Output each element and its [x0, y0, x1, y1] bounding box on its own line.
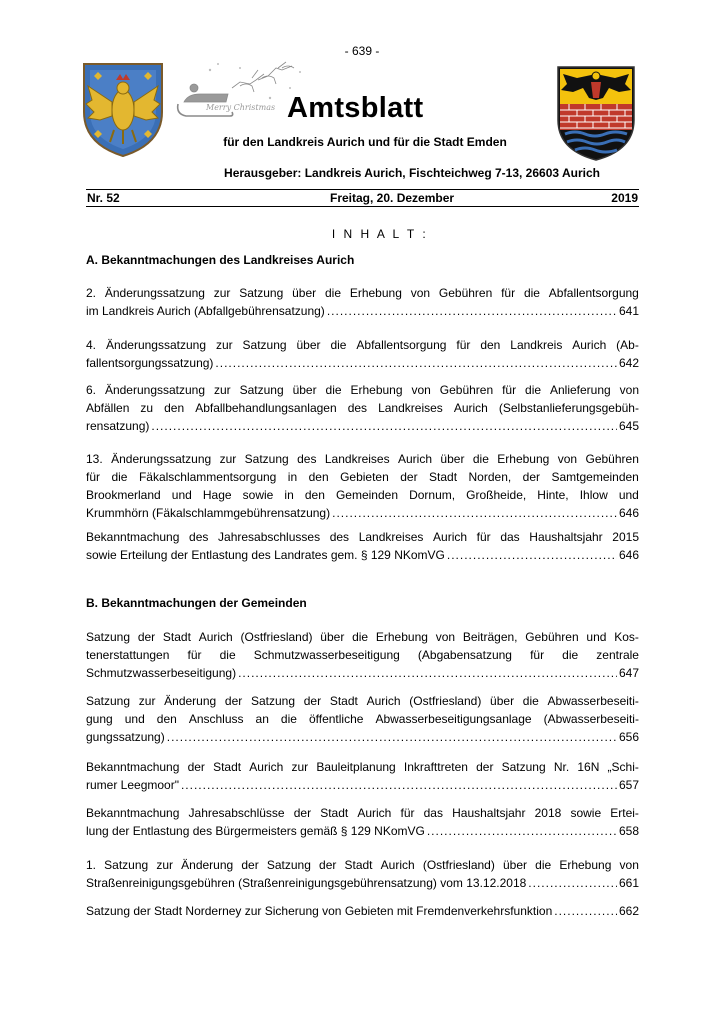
toc-page-number: 646: [618, 506, 639, 520]
toc-entry-text-line: Bekanntmachung des Jahresabschlusses des Landkreises Aurich für das Haushaltsjahr 2015: [86, 530, 639, 544]
toc-entry-text-line: 1. Satzung zur Änderung der Satzung der Stadt Aurich (Ostfriesland) über die Erhebung von: [86, 858, 639, 872]
toc-entry-text-line: 2. Änderungssatzung zur Satzung über die Erhebung von Gebühren für die Abfallentsorgung: [86, 286, 639, 300]
dot-leader: [238, 664, 617, 682]
toc-page-number: 645: [618, 419, 639, 433]
toc-entry[interactable]: [86, 336, 639, 372]
masthead-title: Amtsblatt: [287, 92, 424, 124]
dot-leader: [554, 902, 617, 920]
toc-entry[interactable]: [86, 628, 639, 682]
toc-entry[interactable]: [86, 284, 639, 320]
toc-entry-title-end: fallentsorgungssatzung): [86, 356, 214, 370]
publisher-line: Herausgeber: Landkreis Aurich, Fischteichweg 7-13, 26603 Aurich: [224, 166, 600, 180]
toc-entry-text-line: Satzung der Stadt Aurich (Ostfriesland) über die Erhebung von Beiträgen, Gebühren und Kos-: [86, 630, 639, 644]
toc-page-number: 656: [618, 730, 639, 744]
toc-entry[interactable]: [86, 381, 639, 435]
toc-entry[interactable]: [86, 804, 639, 840]
toc-entry-title-end: Satzung der Stadt Norderney zur Sicherung von Gebieten mit Fremdenverkehrsfunktion: [86, 904, 553, 918]
toc-entry-text-line: 6. Änderungssatzung zur Satzung über die Erhebung von Gebühren für die Anlieferung von: [86, 383, 639, 397]
toc-entry[interactable]: [86, 528, 639, 564]
merry-christmas-text: Merry Christmas: [206, 103, 276, 112]
toc-entry-text-line: Satzung zur Änderung der Satzung der Stadt Aurich (Ostfriesland) über die Abwasserbeseiti-: [86, 694, 639, 708]
toc-entry-text-line: Bekanntmachung der Stadt Aurich zur Bauleitplanung Inkrafttreten der Satzung Nr. 16N „Schi-: [86, 760, 639, 774]
toc-page-number: 647: [618, 666, 639, 680]
toc-page-number: 662: [618, 904, 639, 918]
toc-entry[interactable]: [86, 692, 639, 746]
toc-entry-title-end: Straßenreinigungsgebühren (Straßenreinigungsgebührensatzung) vom 13.12.2018: [86, 876, 527, 890]
toc-entry-title-end: rumer Leegmoor": [86, 778, 179, 792]
issue-year: 2019: [611, 191, 638, 205]
toc-entry[interactable]: [86, 758, 639, 794]
toc-entry-text-line: 13. Änderungssatzung zur Satzung des Landkreises Aurich über die Erhebung von Gebühren: [86, 452, 639, 466]
issue-date: Freitag, 20. Dezember: [330, 191, 455, 205]
dot-leader: [427, 822, 617, 840]
toc-entry[interactable]: [86, 902, 639, 920]
section-heading: B. Bekanntmachungen der Gemeinden: [86, 596, 307, 610]
toc-entry-text-line: tenerstattungen für die Schmutzwasserbeseitigung (Abgabensatzung für die zentrale: [86, 648, 639, 662]
toc-entry-text-line: Bekanntmachung Jahresabschlüsse der Stadt Aurich für das Haushaltsjahr 2018 sowie Ertei-: [86, 806, 639, 820]
toc-entry-text-line: 4. Änderungssatzung zur Satzung über die Abfallentsorgung für den Landkreis Aurich (Ab-: [86, 338, 639, 352]
toc-heading: I N H A L T :: [331, 227, 429, 241]
dot-leader: [151, 417, 617, 435]
toc-entry-text-line: gung und den Anschluss an die öffentliche Abwasserbeseitigungsanlage (Abwasserbeseiti-: [86, 712, 639, 726]
masthead-subtitle: für den Landkreis Aurich und für die Stadt Emden: [223, 135, 507, 149]
toc-entry-title-end: lung der Entlastung des Bürgermeisters gemäß § 129 NKomVG: [86, 824, 425, 838]
toc-entry-text-line: für die Fäkalschlammentsorgung in den Gebieten der Stadt Norden, der Samtgemeinden: [86, 470, 639, 484]
issue-number: Nr. 52: [87, 191, 120, 205]
toc-entry[interactable]: [86, 450, 639, 522]
toc-entry-text-line: Brookmerland und Hage sowie in den Gemeinden Dornum, Großheide, Hinte, Ihlow und: [86, 488, 639, 502]
stadt-emden-coat-of-arms-icon: [555, 64, 637, 162]
toc-page-number: 642: [618, 356, 639, 370]
issue-bar: [86, 189, 639, 207]
toc-entry-title-end: Krummhörn (Fäkalschlammgebührensatzung): [86, 506, 331, 520]
page-number: - 639 -: [344, 44, 380, 58]
toc-entry-title-end: Schmutzwasserbeseitigung): [86, 666, 237, 680]
toc-page-number: 641: [618, 304, 639, 318]
dot-leader: [181, 776, 617, 794]
dot-leader: [332, 504, 617, 522]
toc-page-number: 661: [618, 876, 639, 890]
toc-entry-text-line: Abfällen zu den Abfallbehandlungsanlagen des Landkreises Aurich (Selbstanlieferungsgebüh-: [86, 401, 639, 415]
dot-leader: [215, 354, 617, 372]
toc-page-number: 657: [618, 778, 639, 792]
dot-leader: [167, 728, 617, 746]
toc-page-number: 658: [618, 824, 639, 838]
toc-entry-title-end: im Landkreis Aurich (Abfallgebührensatzung): [86, 304, 325, 318]
dot-leader: [447, 546, 617, 564]
toc-page-number: 646: [618, 548, 639, 562]
christmas-sleigh-icon: [170, 58, 306, 132]
section-heading: A. Bekanntmachungen des Landkreises Aurich: [86, 253, 355, 267]
toc-entry-title-end: gungssatzung): [86, 730, 165, 744]
dot-leader: [528, 874, 617, 892]
dot-leader: [327, 302, 617, 320]
toc-entry-title-end: rensatzung): [86, 419, 150, 433]
toc-entry[interactable]: [86, 856, 639, 892]
toc-entry-title-end: sowie Erteilung der Entlastung des Landrates gem. § 129 NKomVG: [86, 548, 445, 562]
